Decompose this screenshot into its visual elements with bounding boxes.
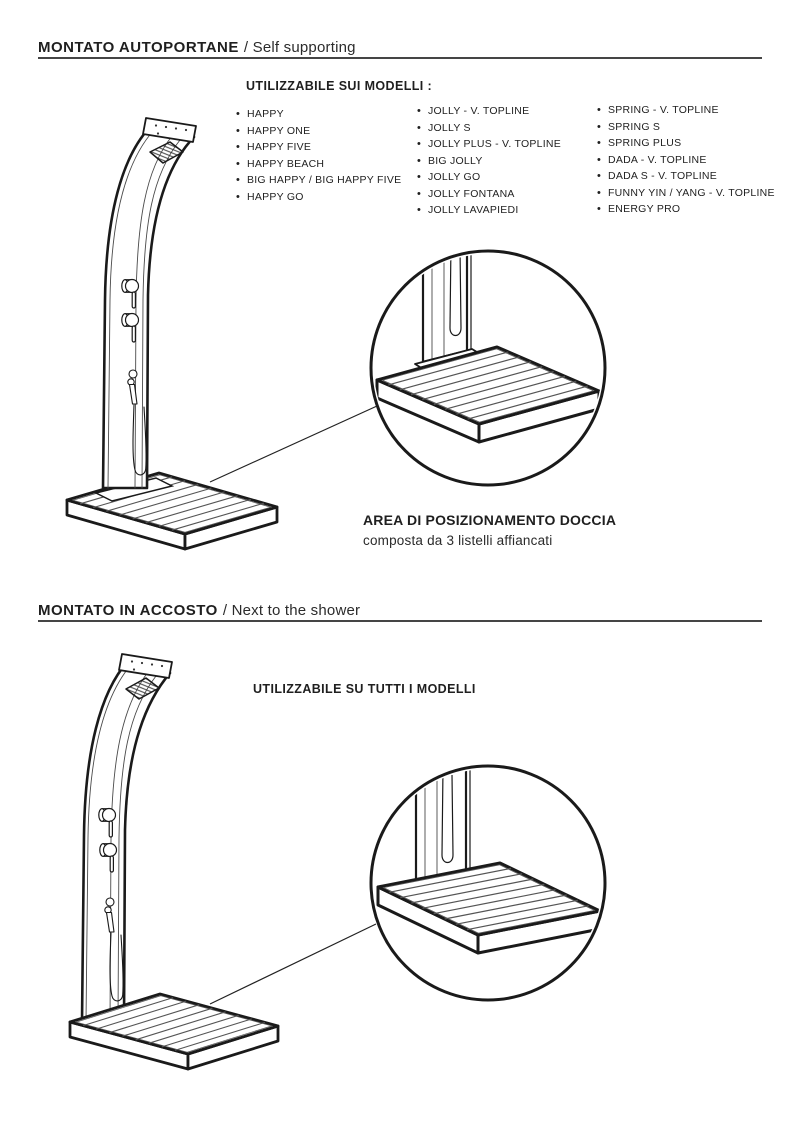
section1-heading [38,39,356,56]
shower-head-icon-1 [150,142,183,163]
hand-shower-icon [105,898,123,1001]
platform-slats-2 [83,998,265,1051]
model-item: • JOLLY S [417,120,561,137]
mixer-knob-icon [122,280,139,343]
mixer-knob-icon [99,809,117,873]
hand-shower-hose-detail-2 [442,768,453,863]
model-list-column-2 [417,103,561,219]
hand-shower-hose-detail-1 [450,242,461,336]
platform-drawing-2 [70,994,278,1069]
section2-heading [38,602,360,619]
models-title-2: UTILIZZABILE SU TUTTI I MODELLI [253,682,476,696]
model-item: • JOLLY FONTANA [417,186,561,203]
section1-heading-italian: MONTATO AUTOPORTANE [38,39,239,56]
detail-circle-1 [371,240,605,485]
section2-heading-italian: MONTATO IN ACCOSTO [38,602,218,619]
column-seams-1 [108,130,180,488]
section2-divider [38,620,762,622]
head-plate-icon-2 [119,654,172,678]
model-item: • SPRING - V. TOPLINE [597,102,775,119]
head-plate-screws-1 [155,124,187,134]
platform-slats-detail-2 [389,868,589,929]
model-item: • JOLLY LAVAPIEDI [417,202,561,219]
platform-slats-1 [80,477,264,530]
section2-heading-english: / Next to the shower [222,602,361,619]
model-item: • JOLLY - V. TOPLINE [417,103,561,120]
model-item: • SPRING PLUS [597,135,775,152]
model-item: • JOLLY GO [417,169,561,186]
leader-line-1 [210,406,377,482]
positioning-area-title: AREA DI POSIZIONAMENTO DOCCIA [363,512,617,528]
model-item: • BIG HAPPY / BIG HAPPY FIVE [236,172,401,189]
model-item: • HAPPY GO [236,189,401,206]
head-plate-screws-2 [131,660,163,670]
model-item: • HAPPY FIVE [236,139,401,156]
model-list-column-3 [597,102,775,218]
hand-shower-icon [128,370,146,475]
shower-column-drawing-1 [103,118,196,488]
model-item: • HAPPY BEACH [236,156,401,173]
model-item: • BIG JOLLY [417,153,561,170]
leader-line-2 [210,924,376,1004]
models-title-1: UTILIZZABILE SUI MODELLI : [246,79,433,93]
figure-next-to-shower [30,630,670,1110]
platform-slats-detail-1 [388,352,587,419]
model-item: • FUNNY YIN / YANG - V. TOPLINE [597,185,775,202]
model-list-column-1 [236,106,401,205]
head-plate-icon-1 [143,118,196,142]
shower-head-icon-2 [126,678,159,699]
model-item: • DADA - V. TOPLINE [597,152,775,169]
model-item: • HAPPY ONE [236,123,401,140]
platform-drawing-1 [67,473,277,549]
shower-column-drawing-2 [82,654,172,1022]
model-item: • SPRING S [597,119,775,136]
positioning-area-subtitle: composta da 3 listelli affiancati [363,533,553,548]
model-item: • ENERGY PRO [597,201,775,218]
column-base-plate-1 [96,478,172,501]
model-item: • JOLLY PLUS - V. TOPLINE [417,136,561,153]
detail-circle-2 [371,765,605,1000]
section1-heading-english: / Self supporting [243,39,356,56]
base-plate-detail-1 [415,349,485,372]
model-item: • HAPPY [236,106,401,123]
column-seams-2 [86,666,156,1022]
section1-divider [38,57,762,59]
model-item: • DADA S - V. TOPLINE [597,168,775,185]
